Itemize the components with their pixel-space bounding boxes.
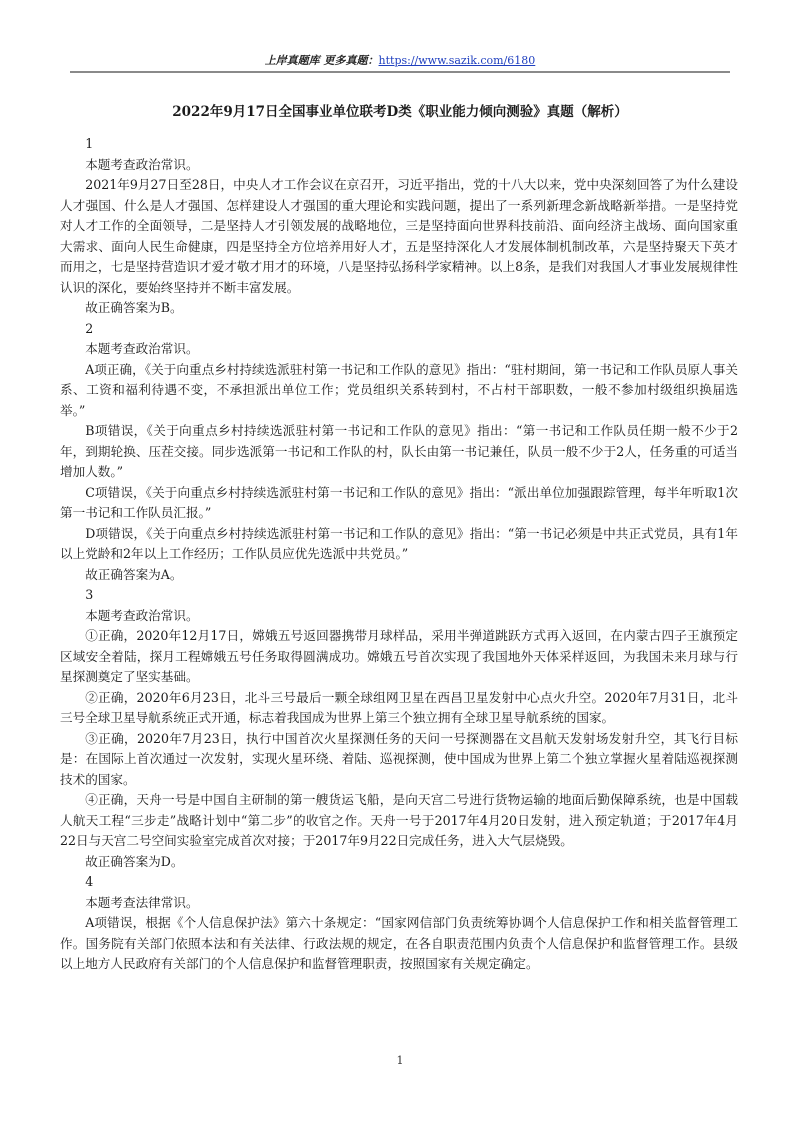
topic-line: 本题考查法律常识。: [85, 894, 199, 910]
answer-line: 故正确答案为B。: [85, 300, 183, 315]
explanation-paragraph: ④正确，天舟一号是中国自主研制的第一艘货运飞船，是向天宫二号进行货物运输的地面后勤保障系统，也是中国载人航天工程“三步走”战略计划中“第二步”的收官之作。天舟一号于2017年4月20日发射，进入预定轨道；于2017年4月22日与天宫二号空间实验室完成首次对接；于2017年9月22日完成任务，进入大气层烧毁。: [60, 792, 738, 848]
question-number: 3: [85, 587, 94, 602]
explanation-paragraph: 2021年9月27日至28日，中央人才工作会议在京召开，习近平指出，党的十八大以来，党中央深刻回答了为什么建设人才强国、什么是人才强国、怎样建设人才强国的重大理论和实践问题，提出了一系列新理念新战略新举措。一是坚持党对人才工作的全面领导，二是坚持人才引领发展的战略地位，三是坚持面向世界科技前沿、面向经济主战场、面向国家重大需求、面向人民生命健康，四是坚持全方位培养用好人才，五是坚持深化人才发展体制机制改革，六是坚持聚天下英才而用之，七是坚持营造识才爱才敬才用才的环境，八是坚持弘扬科学家精神。以上8条，是我们对我国人才事业发展规律性认识的深化，要始终坚持并不断丰富发展。: [60, 177, 738, 295]
topic-line: 本题考查政治常识。: [85, 156, 199, 172]
question-number: 4: [85, 874, 94, 889]
topic-line: 本题考查政治常识。: [85, 607, 199, 623]
explanation-paragraph: B项错误，《关于向重点乡村持续选派驻村第一书记和工作队的意见》指出：“第一书记和工作队员任期一般不少于2年，到期轮换、压茬交接。同步选派第一书记和工作队的村，队长由第一书记兼任，队员一般不少于2人，任务重的可适当增加人数。”: [60, 423, 738, 479]
answer-line: 故正确答案为D。: [85, 853, 184, 869]
explanation-paragraph: ①正确，2020年12月17日，嫦娥五号返回器携带月球样品，采用半弹道跳跃方式再入返回，在内蒙古四子王旗预定区域安全着陆，探月工程嫦娥五号任务取得圆满成功。嫦娥五号首次实现了我国地外天体采样返回，为我国未来月球与行星探测奠定了坚实基础。: [60, 628, 738, 684]
document-body: [60, 134, 738, 975]
explanation-paragraph: A项错误，根据《个人信息保护法》第六十条规定：“国家网信部门负责统筹协调个人信息保护工作和相关监督管理工作。国务院有关部门依照本法和有关法律、行政法规的规定，在各自职责范围内负责个人信息保护和监督管理工作。县级以上地方人民政府有关部门的个人信息保护和监督管理职责，按照国家有关规定确定。: [60, 915, 738, 971]
header-label: 上岸真题库 更多真题：: [264, 54, 379, 67]
document-title: 2022年9月17日全国事业单位联考D类《职业能力倾向测验》真题（解析）: [172, 104, 628, 120]
source-link[interactable]: https://www.sazik.com/6180: [378, 54, 536, 67]
topic-line: 本题考查政治常识。: [85, 341, 199, 356]
page-header: [0, 52, 800, 68]
explanation-paragraph: ③正确，2020年7月23日，执行中国首次火星探测任务的天问一号探测器在文昌航天发射场发射升空，其飞行目标是：在国际上首次通过一次发射，实现火星环绕、着陆、巡视探测，使中国成为世界上第二个独立掌握火星着陆巡视探测技术的国家。: [60, 730, 738, 787]
answer-line: 故正确答案为A。: [85, 566, 183, 582]
explanation-paragraph: A项正确，《关于向重点乡村持续选派驻村第一书记和工作队的意见》指出：“驻村期间，第一书记和工作队员原人事关系、工资和福利待遇不变，不承担派出单位工作；党员组织关系转到村，不占村干部职数，一般不参加村级组织换届选举。”: [60, 361, 738, 418]
header-divider: [70, 71, 730, 73]
explanation-paragraph: ②正确，2020年6月23日，北斗三号最后一颗全球组网卫星在西昌卫星发射中心点火升空。2020年7月31日，北斗三号全球卫星导航系统正式开通，标志着我国成为世界上第三个独立拥有全球卫星导航系统的国家。: [60, 689, 738, 725]
question-number: 1: [85, 136, 94, 151]
page-number: 1: [396, 1054, 404, 1067]
question-number: 2: [85, 320, 94, 336]
explanation-paragraph: D项错误，《关于向重点乡村持续选派驻村第一书记和工作队的意见》指出：“第一书记必须是中共正式党员，具有1年以上党龄和2年以上工作经历；工作队员应优先选派中共党员。”: [60, 525, 738, 561]
explanation-paragraph: C项错误，《关于向重点乡村持续选派驻村第一书记和工作队的意见》指出：“派出单位加强跟踪管理，每半年听取1次第一书记和工作队员汇报。”: [60, 484, 738, 520]
